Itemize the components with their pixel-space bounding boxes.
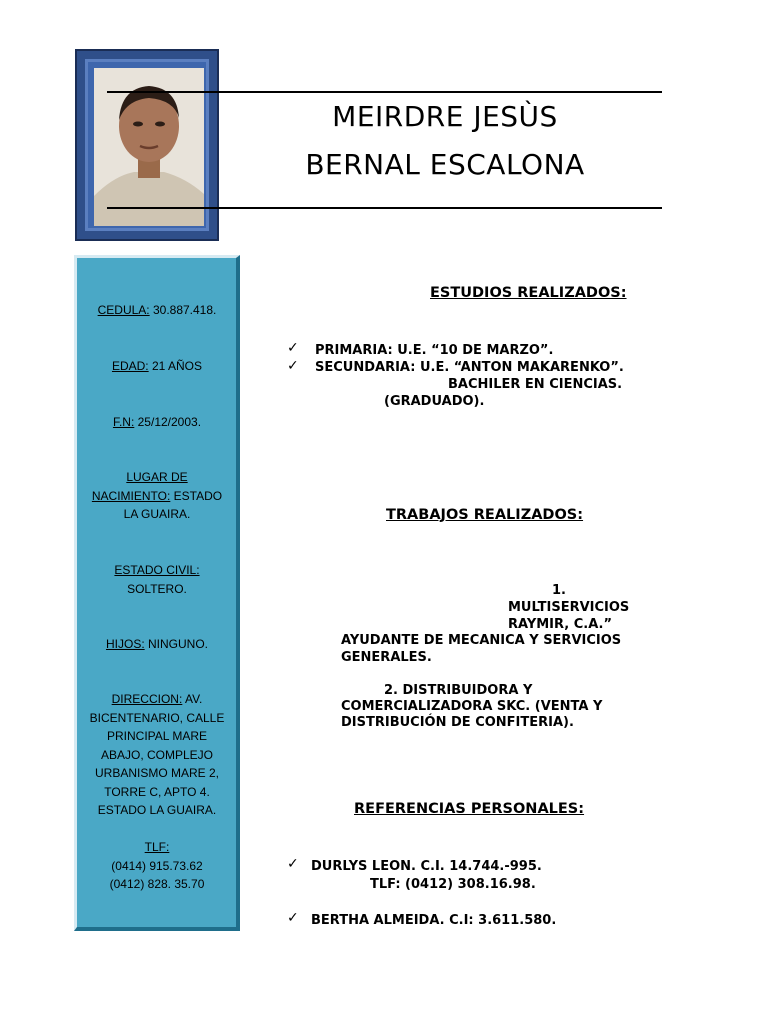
lugar-value-1: ESTADO	[170, 488, 223, 503]
telefono-field	[83, 838, 231, 894]
name-rule-bottom	[107, 207, 662, 209]
edad-field	[83, 357, 231, 376]
checkmark-icon: ✓	[287, 856, 299, 872]
personal-info-sidebar	[74, 255, 240, 931]
cedula-value: 30.887.418.	[149, 303, 217, 317]
photo-frame	[75, 49, 219, 241]
dir-label: DIRECCION:	[111, 692, 183, 706]
trabajo-2-line-3: DISTRIBUCIÓN DE CONFITERIA).	[341, 715, 574, 730]
fn-value: 25/12/2003.	[134, 415, 202, 429]
fn-label: F.N:	[112, 415, 135, 429]
name-line-1: MEIRDRE JESÙS	[332, 100, 558, 133]
estudio-secundaria: SECUNDARIA: U.E. “ANTON MAKARENKO”.	[315, 360, 624, 375]
trabajo-1-number: 1.	[552, 583, 566, 598]
edad-value: 21 AÑOS	[148, 359, 203, 373]
dir-line: URBANISMO MARE 2,	[94, 766, 220, 780]
dir-line: PRINCIPAL MARE	[106, 729, 208, 743]
referencia-1-tlf: TLF: (0412) 308.16.98.	[370, 877, 536, 892]
dir-line-1: AV.	[182, 692, 203, 706]
hijos-label: HIJOS:	[105, 637, 145, 651]
trabajo-2-line-1: 2. DISTRIBUIDORA Y	[384, 683, 533, 698]
tlf-value-1: (0414) 915.73.62	[111, 858, 203, 873]
lugar-value-2: LA GUAIRA.	[123, 507, 191, 521]
estudios-heading: ESTUDIOS REALIZADOS:	[430, 285, 627, 301]
civil-value: SOLTERO.	[127, 581, 187, 596]
trabajo-2-line-2: COMERCIALIZADORA SKC. (VENTA Y	[341, 699, 603, 714]
fecha-nacimiento-field	[83, 413, 231, 432]
trabajo-1-name-2: RAYMIR, C.A.”	[508, 617, 612, 632]
cedula-label: CEDULA:	[97, 303, 150, 317]
checkmark-icon: ✓	[287, 910, 299, 926]
referencia-1-name: DURLYS LEON. C.I. 14.744.-995.	[311, 859, 542, 874]
hijos-field	[83, 635, 231, 654]
dir-line: BICENTENARIO, CALLE	[89, 710, 225, 725]
estudio-bachiller: BACHILER EN CIENCIAS.	[448, 377, 623, 392]
name-line-2: BERNAL ESCALONA	[305, 148, 585, 181]
estudio-graduado: (GRADUADO).	[384, 394, 485, 409]
checkmark-icon: ✓	[287, 358, 299, 374]
civil-label: ESTADO CIVIL:	[114, 563, 200, 577]
name-rule-top	[107, 91, 662, 93]
dir-line: TORRE C, APTO 4.	[104, 784, 210, 799]
checkmark-icon: ✓	[287, 340, 299, 356]
direccion-field	[83, 690, 231, 820]
referencias-heading: REFERENCIAS PERSONALES:	[354, 801, 585, 817]
cedula-field	[83, 301, 231, 320]
referencia-2-name: BERTHA ALMEIDA. C.I: 3.611.580.	[311, 913, 557, 928]
tlf-label: TLF:	[144, 840, 170, 854]
estudio-primaria: PRIMARIA: U.E. “10 DE MARZO”.	[315, 343, 554, 358]
dir-line: ABAJO, COMPLEJO	[100, 747, 214, 762]
tlf-value-2: (0412) 828. 35.70	[109, 877, 205, 891]
lugar-label-1: LUGAR DE	[126, 470, 188, 484]
trabajos-heading: TRABAJOS REALIZADOS:	[386, 507, 584, 523]
estado-civil-field	[83, 561, 231, 598]
trabajo-1-name-1: MULTISERVICIOS	[508, 600, 630, 615]
lugar-nacimiento-field	[83, 468, 231, 524]
dir-line: ESTADO LA GUAIRA.	[97, 803, 217, 817]
trabajo-1-role-1: AYUDANTE DE MECANICA Y SERVICIOS	[341, 633, 622, 648]
trabajo-1-role-2: GENERALES.	[341, 650, 432, 665]
lugar-label-2: NACIMIENTO:	[91, 488, 171, 503]
hijos-value: NINGUNO.	[144, 637, 208, 651]
edad-label: EDAD:	[111, 359, 149, 373]
